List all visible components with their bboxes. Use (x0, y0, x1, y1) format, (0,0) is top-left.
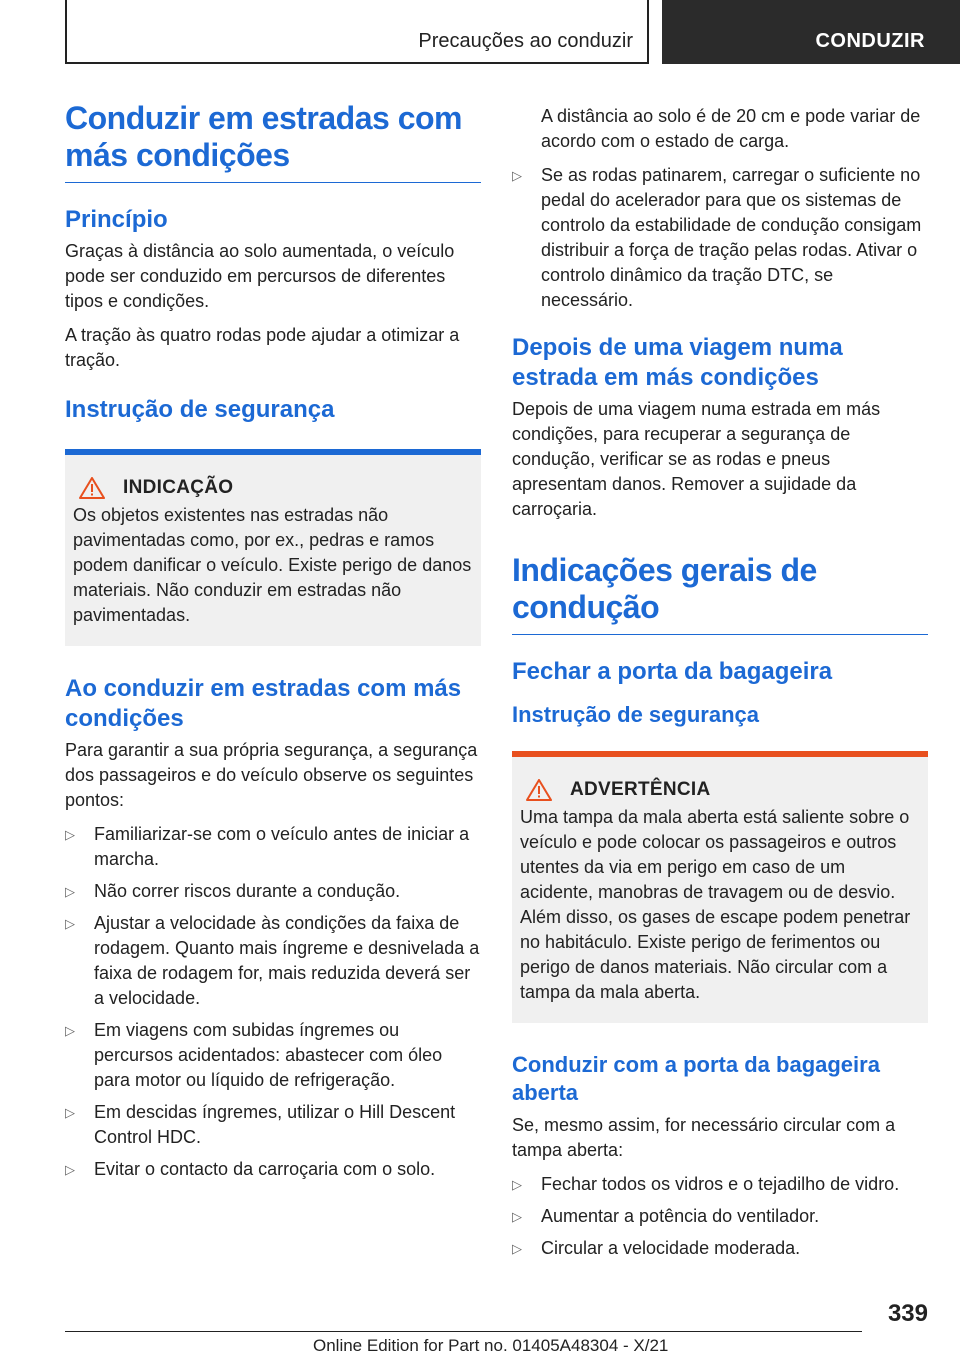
list-item: ▷ Se as rodas patinarem, carregar o suficiente no pedal do acelerador para que os sistemas de controlo da estabilidade de condução consigam distribuir a força de tração pelas rodas. Ativar o controlo dinâmico da tração DTC, se necessário. (512, 163, 928, 313)
driving-intro: Para garantir a sua própria segurança, a segurança dos passageiros e do veículo observe os seguintes pontos: (65, 740, 478, 810)
header-chapter-label: CONDUZIR (815, 30, 925, 52)
list-item: ▷ Evitar o contacto da carroçaria com o solo. (65, 1157, 481, 1182)
principle-paragraph-1: Graças à distância ao solo aumentada, o veículo pode ser conduzido em percursos de diferentes tipos e condições. (65, 241, 455, 311)
heading-safety: Instrução de segurança (65, 396, 335, 423)
list-item: ▷ Ajustar a velocidade às condições da faixa de rodagem. Quanto mais íngreme e desnivelada a faixa de rodagem for, mais reduzida deverá ser a velocidade. (65, 911, 481, 1011)
continued-list (512, 163, 928, 313)
page-number: 339 (887, 1300, 928, 1327)
open-trunk-list (512, 1172, 928, 1261)
section-title-general-driving: Indicações gerais de condução (512, 552, 928, 635)
page-header (65, 0, 960, 64)
heading-after-trip: Depois de uma viagem numa estrada em más condições (512, 334, 843, 391)
list-item: ▷ Em descidas íngremes, utilizar o Hill Descent Control HDC. (65, 1100, 481, 1150)
warning-title: ADVERTÊNCIA (570, 779, 711, 800)
continued-text: A distância ao solo é de 20 cm e pode variar de acordo com o estado de carga. (541, 106, 921, 151)
heading-trunk-safety: Instrução de segurança (512, 702, 759, 727)
heading-drive-open-trunk: Conduzir com a porta da bagageira aberta (512, 1052, 880, 1105)
right-column (512, 104, 928, 1268)
heading-driving-rough-roads: Ao conduzir em estradas com más condições (65, 675, 462, 732)
open-trunk-intro: Se, mesmo assim, for necessário circular com a tampa aberta: (512, 1115, 896, 1160)
heading-principle: Princípio (65, 206, 168, 233)
header-chapter-tab (662, 0, 960, 64)
list-item: ▷ Circular a velocidade moderada. (512, 1236, 928, 1261)
notice-box (65, 449, 481, 646)
warning-box (512, 751, 928, 1023)
header-section-box (65, 0, 649, 64)
footer-edition: Online Edition for Part no. 01405A48304 - X/21 (313, 1336, 669, 1355)
warning-title-row (520, 779, 920, 801)
notice-title-row (73, 477, 473, 499)
warning-text: Uma tampa da mala aberta está saliente sobre o veículo e pode colocar os passageiros e outros utentes da via em perigo em caso de um acidente, manobras de travagem ou de desvio. Além disso, os gases de escape podem penetrar no habitáculo. Existe perigo de ferimentos ou perigo de danos materiais. Não circular com a tampa da mala aberta. (520, 807, 911, 1002)
left-column (65, 100, 481, 1189)
header-section-label: Precauções ao conduzir (418, 30, 633, 52)
section-title-rough-roads: Conduzir em estradas com más condições (65, 100, 481, 183)
warning-triangle-icon (79, 477, 105, 499)
warning-triangle-icon (526, 779, 552, 801)
notice-title: INDICAÇÃO (123, 477, 234, 498)
list-item: ▷ Familiarizar-se com o veículo antes de iniciar a marcha. (65, 822, 481, 872)
list-item: ▷ Em viagens com subidas íngremes ou percursos acidentados: abastecer com óleo para motor ou líquido de refrigeração. (65, 1018, 481, 1093)
notice-text: Os objetos existentes nas estradas não pavimentadas como, por ex., pedras e ramos podem danificar o veículo. Existe perigo de danos materiais. Não conduzir em estradas não pavimentadas. (73, 505, 472, 625)
list-item: ▷ Não correr riscos durante a condução. (65, 879, 481, 904)
footer-divider (65, 1331, 862, 1332)
list-item: ▷ Aumentar a potência do ventilador. (512, 1204, 928, 1229)
after-trip-text: Depois de uma viagem numa estrada em más condições, para recuperar a segurança de condução, verificar se as rodas e pneus apresentam danos. Remover a sujidade da carroçaria. (512, 399, 881, 519)
principle-paragraph-2: A tração às quatro rodas pode ajudar a otimizar a tração. (65, 325, 460, 370)
driving-list (65, 822, 481, 1182)
heading-close-trunk: Fechar a porta da bagageira (512, 658, 833, 685)
list-item: ▷ Fechar todos os vidros e o tejadilho de vidro. (512, 1172, 928, 1197)
